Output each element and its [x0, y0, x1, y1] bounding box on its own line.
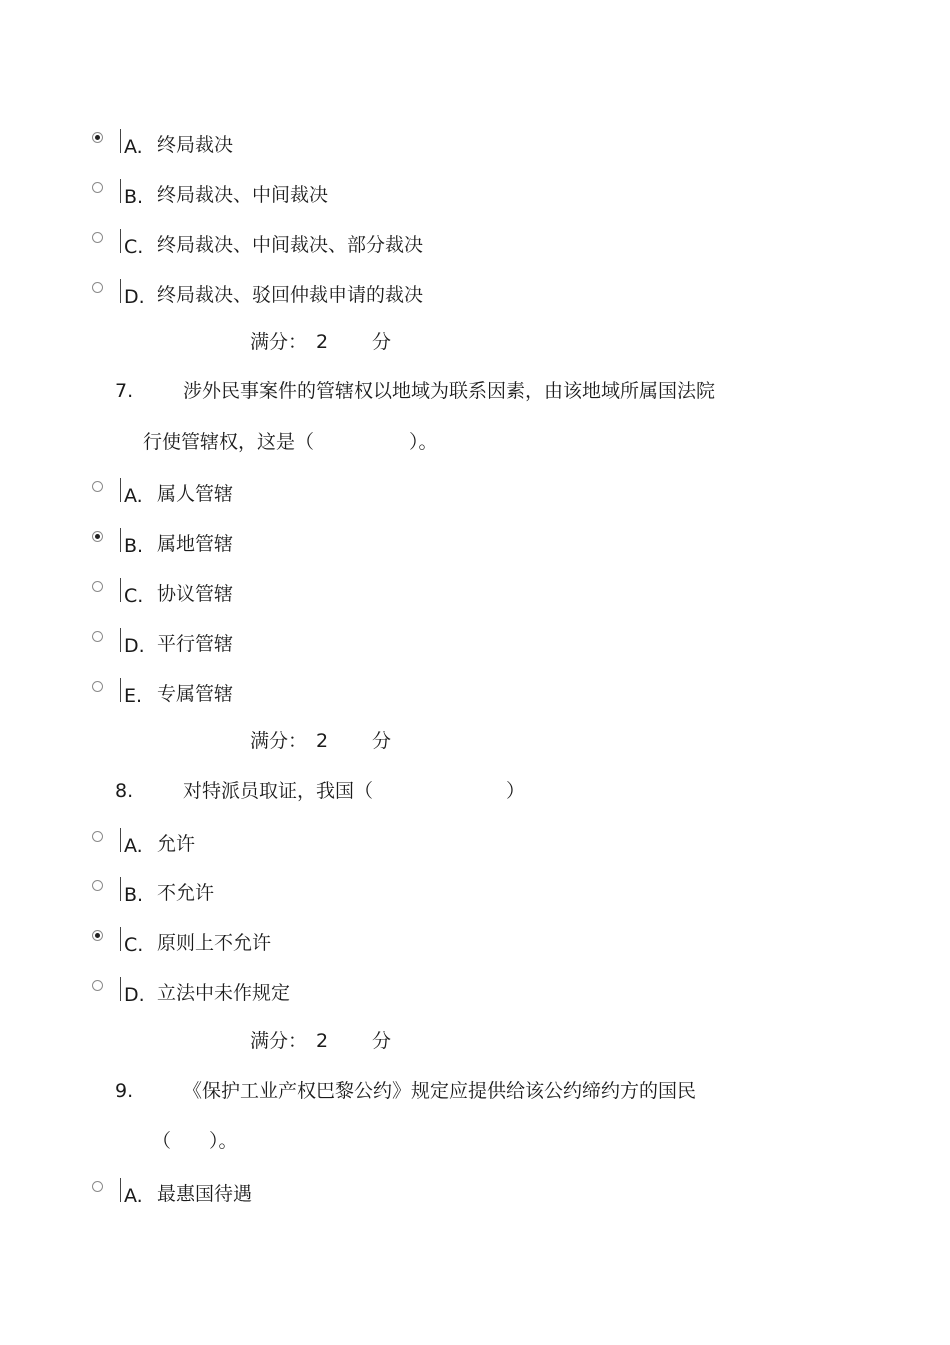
score-label: 满分：: [250, 730, 308, 752]
radio-icon[interactable]: [92, 232, 103, 243]
option-q7-d[interactable]: [90, 631, 790, 659]
radio-icon[interactable]: [92, 980, 103, 991]
option-q8-a[interactable]: [90, 831, 790, 859]
score-line-q7: [250, 730, 392, 752]
divider: [120, 1178, 121, 1202]
divider: [120, 678, 121, 702]
option-letter: C.: [124, 934, 144, 956]
option-text: 允许: [157, 833, 196, 855]
score-unit: 分: [372, 331, 392, 353]
question-text-7-line1: 涉外民事案件的管辖权以地域为联系因素，由该地域所属国法院: [183, 380, 716, 402]
radio-icon[interactable]: [92, 831, 103, 842]
option-text: 立法中未作规定: [157, 982, 291, 1004]
option-letter: A.: [124, 485, 143, 507]
divider: [120, 877, 121, 901]
radio-checked-icon[interactable]: [92, 531, 103, 542]
option-q6-d[interactable]: [90, 282, 790, 310]
question-number-9: 9.: [115, 1080, 134, 1102]
option-text: 属地管辖: [157, 533, 234, 555]
option-q6-b[interactable]: [90, 182, 790, 210]
divider: [120, 129, 121, 153]
question-number-7: 7.: [115, 380, 134, 402]
question-text-9-line1: 《保护工业产权巴黎公约》规定应提供给该公约缔约方的国民: [183, 1080, 697, 1102]
option-letter: D.: [124, 286, 145, 308]
option-letter: D.: [124, 635, 145, 657]
question-number-8: 8.: [115, 780, 134, 802]
score-label: 满分：: [250, 1030, 308, 1052]
option-letter: B.: [124, 884, 144, 906]
divider: [120, 977, 121, 1001]
option-text: 协议管辖: [157, 583, 234, 605]
option-q6-c[interactable]: [90, 232, 790, 260]
divider: [120, 628, 121, 652]
radio-icon[interactable]: [92, 1181, 103, 1192]
option-text: 终局裁决、中间裁决、部分裁决: [157, 234, 424, 256]
option-text: 最惠国待遇: [157, 1183, 253, 1205]
divider: [120, 528, 121, 552]
radio-icon[interactable]: [92, 581, 103, 592]
option-q8-c[interactable]: [90, 930, 790, 958]
radio-icon[interactable]: [92, 681, 103, 692]
option-text: 属人管辖: [157, 483, 234, 505]
radio-icon[interactable]: [92, 282, 103, 293]
option-letter: D.: [124, 984, 145, 1006]
score-line-q8: [250, 1030, 392, 1052]
score-line-q6: [250, 331, 392, 353]
radio-icon[interactable]: [92, 880, 103, 891]
option-q7-a[interactable]: [90, 481, 790, 509]
question-text-7-line2: 行使管辖权，这是（ ）。: [143, 431, 438, 453]
score-label: 满分：: [250, 331, 308, 353]
score-points: 2: [316, 331, 329, 353]
divider: [120, 279, 121, 303]
option-text: 平行管辖: [157, 633, 234, 655]
divider: [120, 229, 121, 253]
option-text: 专属管辖: [157, 683, 234, 705]
score-points: 2: [316, 730, 329, 752]
option-letter: E.: [124, 685, 143, 707]
radio-icon[interactable]: [92, 631, 103, 642]
divider: [120, 478, 121, 502]
option-letter: C.: [124, 236, 144, 258]
divider: [120, 828, 121, 852]
divider: [120, 179, 121, 203]
divider: [120, 578, 121, 602]
question-text-8: 对特派员取证，我国（ ）: [183, 780, 526, 802]
option-q7-e[interactable]: [90, 681, 790, 709]
divider: [120, 927, 121, 951]
option-letter: B.: [124, 186, 144, 208]
option-letter: A.: [124, 835, 143, 857]
score-unit: 分: [372, 1030, 392, 1052]
option-text: 终局裁决: [157, 134, 234, 156]
option-text: 原则上不允许: [157, 932, 272, 954]
radio-icon[interactable]: [92, 481, 103, 492]
score-unit: 分: [372, 730, 392, 752]
radio-icon[interactable]: [92, 182, 103, 193]
question-text-9-line2: （ ）。: [152, 1130, 238, 1152]
option-text: 不允许: [157, 882, 215, 904]
option-q9-a[interactable]: [90, 1181, 790, 1209]
radio-checked-icon[interactable]: [92, 132, 103, 143]
option-q7-c[interactable]: [90, 581, 790, 609]
radio-checked-icon[interactable]: [92, 930, 103, 941]
option-letter: B.: [124, 535, 144, 557]
option-q8-b[interactable]: [90, 880, 790, 908]
option-text: 终局裁决、驳回仲裁申请的裁决: [157, 284, 424, 306]
option-letter: A.: [124, 136, 143, 158]
option-q6-a[interactable]: [90, 132, 790, 160]
option-letter: A.: [124, 1185, 143, 1207]
option-text: 终局裁决、中间裁决: [157, 184, 329, 206]
option-letter: C.: [124, 585, 144, 607]
option-q7-b[interactable]: [90, 531, 790, 559]
option-q8-d[interactable]: [90, 980, 790, 1008]
score-points: 2: [316, 1030, 329, 1052]
